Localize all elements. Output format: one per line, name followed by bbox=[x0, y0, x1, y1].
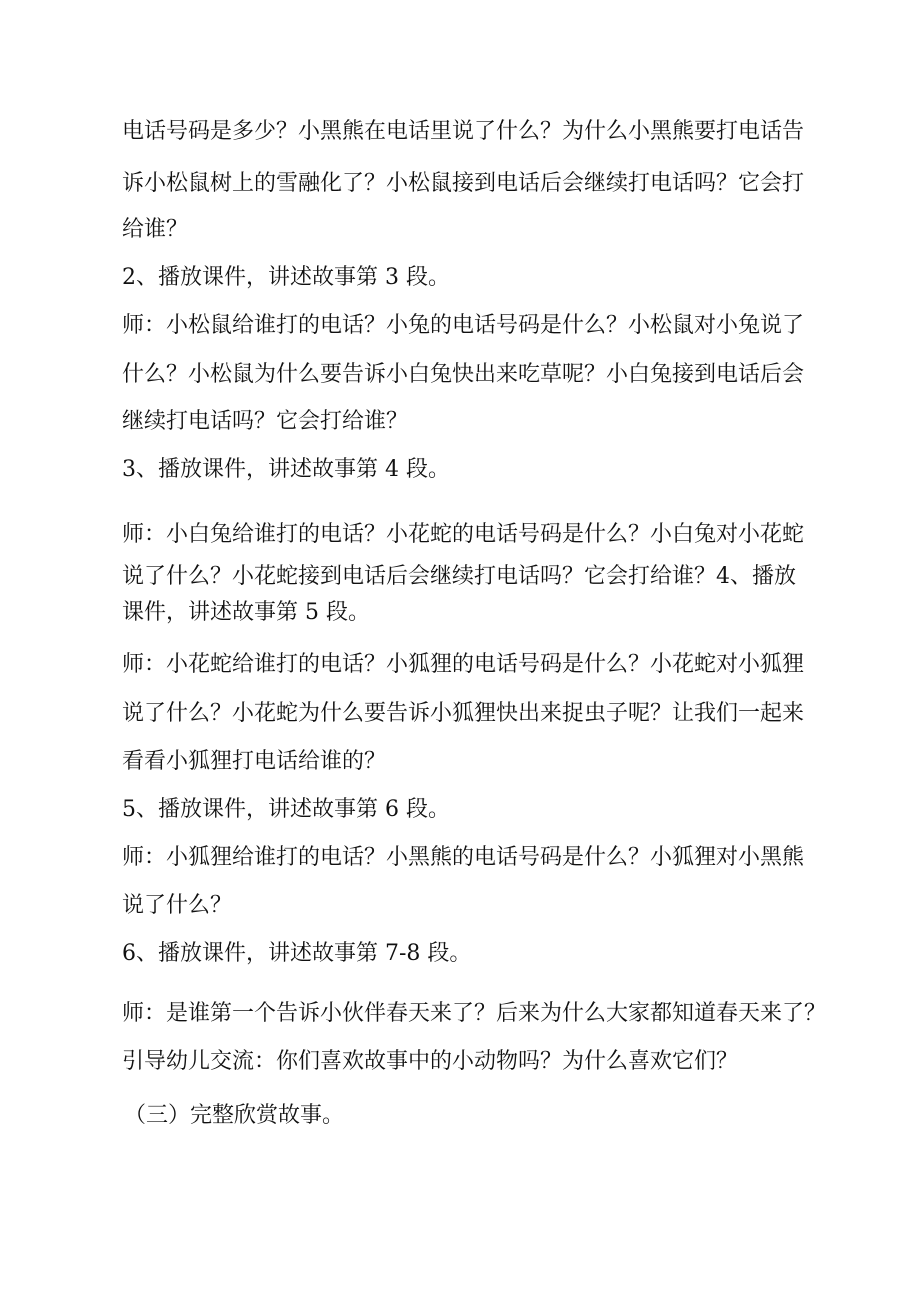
text-line: 6、播放课件，讲述故事第 7-8 段。 bbox=[122, 941, 472, 966]
text-line: 5、播放课件，讲述故事第 6 段。 bbox=[122, 797, 450, 822]
text-line: 2、播放课件，讲述故事第 3 段。 bbox=[122, 265, 450, 290]
text-line: 什么？小松鼠为什么要告诉小白兔快出来吃草呢？小白兔接到电话后会 bbox=[122, 362, 805, 387]
text-line: 看看小狐狸打电话给谁的？ bbox=[122, 749, 387, 774]
text-line: 师：小松鼠给谁打的电话？小兔的电话号码是什么？小松鼠对小兔说了 bbox=[122, 313, 805, 338]
text-line: 电话号码是多少？小黑熊在电话里说了什么？为什么小黑熊要打电话告 bbox=[122, 119, 805, 144]
text-line: 引导幼儿交流：你们喜欢故事中的小动物吗？为什么喜欢它们？ bbox=[122, 1049, 739, 1074]
text-line: 课件，讲述故事第 5 段。 bbox=[122, 600, 370, 625]
text-line: 给谁？ bbox=[122, 217, 189, 242]
text-line: 说了什么？ bbox=[122, 893, 233, 918]
text-line: 说了什么？小花蛇接到电话后会继续打电话吗？它会打给谁？4、播放 bbox=[122, 564, 796, 589]
text-line: 师：小白兔给谁打的电话？小花蛇的电话号码是什么？小白兔对小花蛇 bbox=[122, 522, 805, 547]
text-line: 师：小狐狸给谁打的电话？小黑熊的电话号码是什么？小狐狸对小黑熊 bbox=[122, 845, 805, 870]
text-line: 师：小花蛇给谁打的电话？小狐狸的电话号码是什么？小花蛇对小狐狸 bbox=[122, 652, 805, 677]
text-line: 说了什么？小花蛇为什么要告诉小狐狸快出来捉虫子呢？让我们一起来 bbox=[122, 701, 805, 726]
text-line: 3、播放课件，讲述故事第 4 段。 bbox=[122, 457, 450, 482]
text-line: 诉小松鼠树上的雪融化了？小松鼠接到电话后会继续打电话吗？它会打 bbox=[122, 171, 805, 196]
section-heading: （三）完整欣赏故事。 bbox=[124, 1103, 345, 1128]
text-line: 师：是谁第一个告诉小伙伴春天来了？后来为什么大家都知道春天来了？ bbox=[122, 1001, 827, 1026]
text-line: 继续打电话吗？它会打给谁？ bbox=[122, 409, 409, 434]
